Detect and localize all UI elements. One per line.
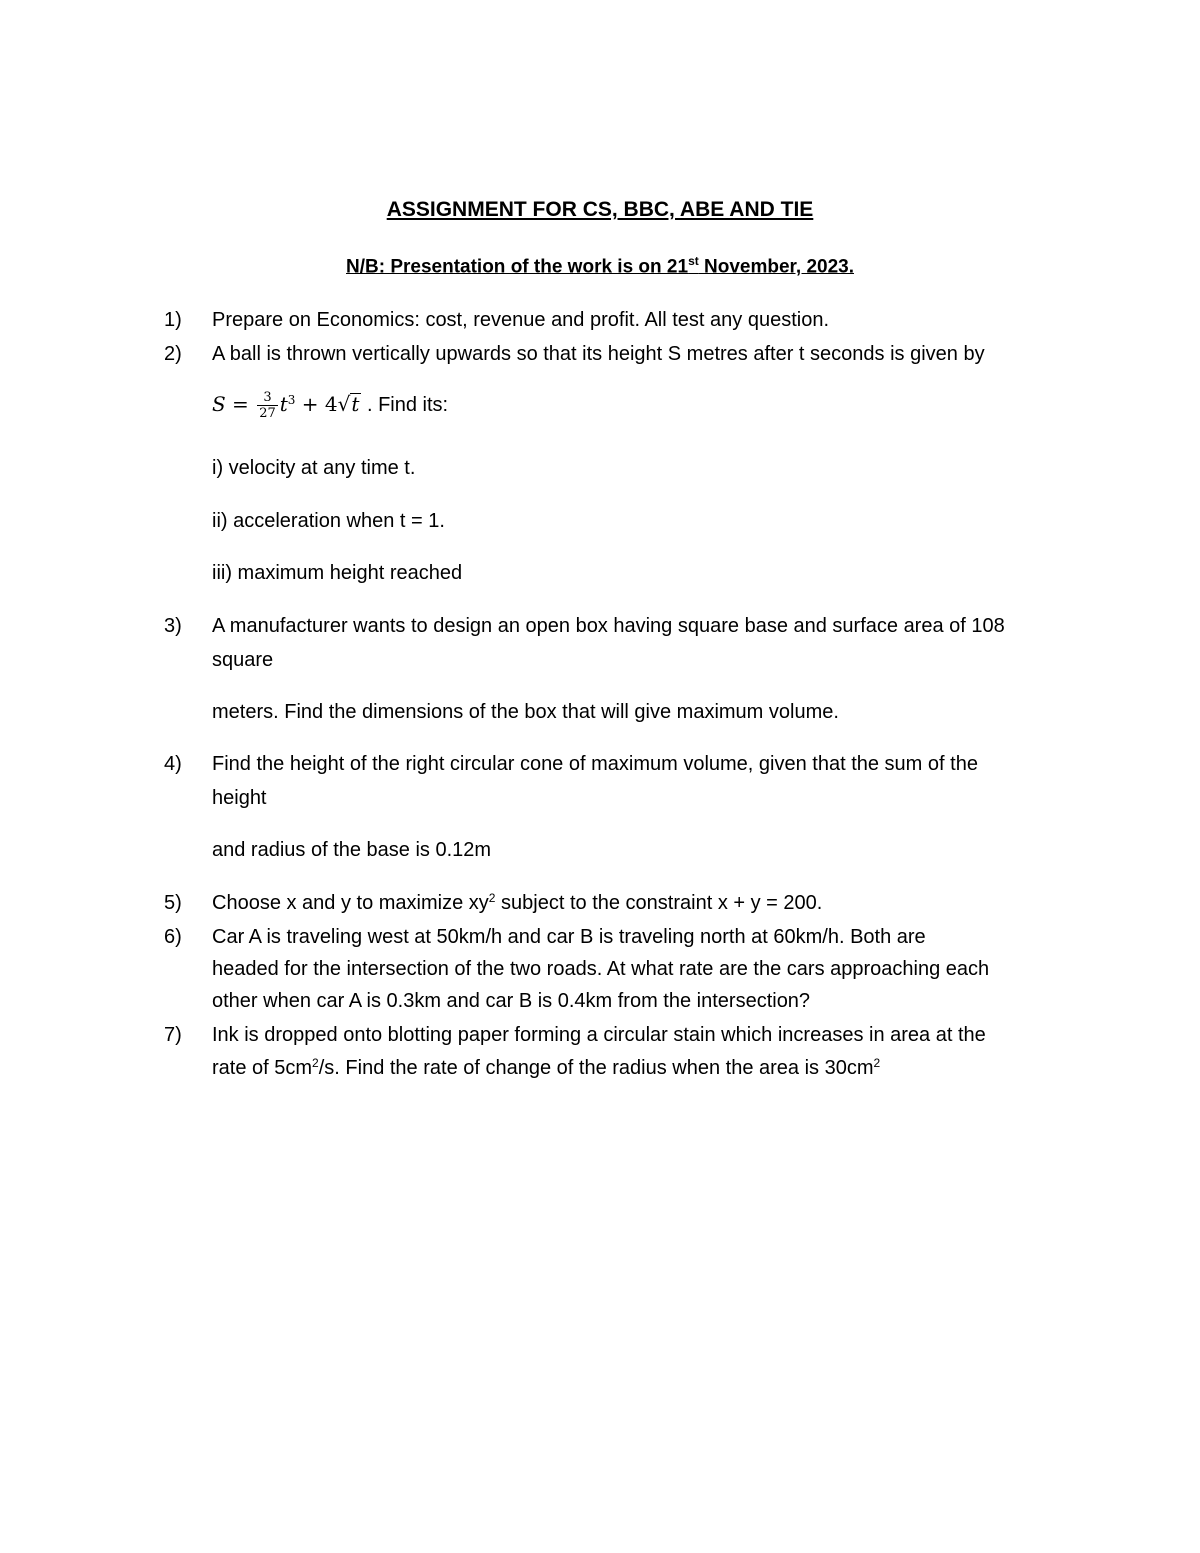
sqrt-symbol: √ — [337, 392, 351, 416]
assignment-title: ASSIGNMENT FOR CS, BBC, ABE AND TIE — [386, 198, 814, 221]
question-1-number: 1) — [164, 309, 182, 331]
fraction-numerator: 3 — [257, 390, 278, 406]
question-3-line-2: square — [212, 649, 274, 671]
question-5-text-end: subject to the constraint x + y = 200. — [495, 892, 823, 914]
question-2-part-ii: ii) acceleration when t = 1. — [212, 510, 445, 532]
equation-exponent: 3 — [287, 393, 296, 407]
height-equation — [212, 390, 448, 438]
notice-date-suffix: st — [688, 254, 699, 268]
question-7-rate-exponent: 2 — [312, 1056, 319, 1070]
question-7-area-exponent: 2 — [873, 1056, 881, 1070]
question-2-part-i: i) velocity at any time t. — [212, 457, 416, 479]
question-7-line-1: Ink is dropped onto blotting paper forming a circular stain which increases in area at the — [212, 1024, 986, 1046]
question-7-number: 7) — [164, 1024, 182, 1046]
equation-tail: . Find its: — [361, 394, 449, 416]
question-1-text: Prepare on Economics: cost, revenue and profit. All test any question. — [212, 309, 830, 331]
notice-text-end: November, 2023. — [698, 256, 854, 278]
question-5-number: 5) — [164, 892, 182, 914]
question-6-line-1: Car A is traveling west at 50km/h and car B is traveling north at 60km/h. Both are — [212, 926, 926, 948]
equation-equals: = — [225, 392, 256, 416]
sqrt-argument: t — [351, 392, 360, 416]
question-4-line-3: and radius of the base is 0.12m — [212, 839, 492, 861]
question-7-line-2 — [212, 1056, 880, 1080]
question-7-area-text: /s. Find the rate of change of the radius when the area is 30cm — [318, 1057, 874, 1079]
equation-lhs: S — [212, 392, 226, 416]
question-5-exponent: 2 — [488, 891, 496, 905]
question-5-text-start: Choose x and y to maximize xy — [212, 892, 489, 914]
notice-text-start: N/B: Presentation of the work is on 21 — [346, 256, 689, 278]
question-6-line-2: headed for the intersection of the two roads. At what rate are the cars approaching each — [212, 958, 990, 980]
presentation-notice — [0, 254, 1200, 278]
fraction-denominator: 27 — [259, 406, 276, 421]
question-4-line-2: height — [212, 787, 267, 809]
question-6-number: 6) — [164, 926, 182, 948]
equation-plus: + 4 — [295, 392, 338, 416]
equation-fraction — [257, 390, 278, 421]
equation-t: t — [279, 392, 288, 416]
question-2-number: 2) — [164, 343, 182, 365]
question-3-line-1: A manufacturer wants to design an open box having square base and surface area of 108 — [212, 615, 1005, 637]
question-7-rate-text: rate of 5cm — [212, 1057, 313, 1079]
question-2-text: A ball is thrown vertically upwards so that its height S metres after t seconds is given by — [212, 343, 985, 365]
question-4-number: 4) — [164, 753, 182, 775]
question-4-line-1: Find the height of the right circular cone of maximum volume, given that the sum of the — [212, 753, 978, 775]
question-6-line-3: other when car A is 0.3km and car B is 0.4km from the intersection? — [212, 990, 811, 1012]
question-5-text — [212, 891, 822, 915]
question-3-number: 3) — [164, 615, 182, 637]
question-3-line-3: meters. Find the dimensions of the box that will give maximum volume. — [212, 701, 839, 723]
question-2-part-iii: iii) maximum height reached — [212, 562, 463, 584]
